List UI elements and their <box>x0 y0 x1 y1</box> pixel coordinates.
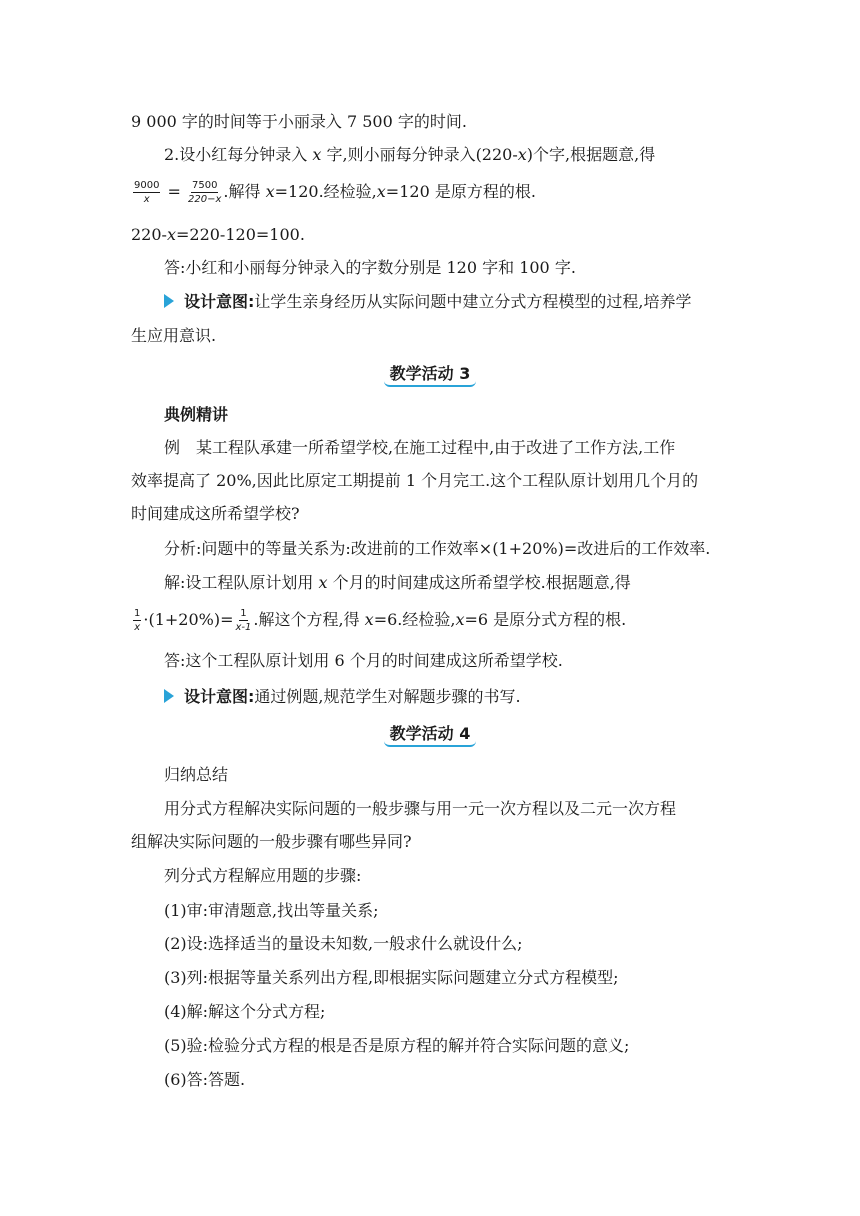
text-run: =120 是原方程的根. <box>385 182 536 201</box>
numerator: 1 <box>240 608 247 619</box>
step-item: (5)验:检验分式方程的根是否是原方程的解并符合实际问题的意义; <box>164 1036 630 1055</box>
text-line: 生应用意识. <box>131 326 217 345</box>
activity-title: 教学活动 4 <box>384 721 477 747</box>
variable: x <box>312 145 322 164</box>
step-item: (6)答:答题. <box>164 1070 246 1089</box>
design-intent-text: 让学生亲身经历从实际问题中建立分式方程模型的过程,培养学 <box>254 292 692 311</box>
text-line: 时间建成这所希望学校? <box>131 504 300 523</box>
denominator: x-1 <box>235 622 252 633</box>
step-item: (4)解:解这个分式方程; <box>164 1002 326 1021</box>
text-line: 分析:问题中的等量关系为:改进前的工作效率×(1+20%)=改进后的工作效率. <box>164 539 711 558</box>
design-intent-label: 设计意图: <box>184 292 255 311</box>
variable: x <box>376 182 386 201</box>
numerator: 9000 <box>134 180 160 191</box>
text-line: 答:这个工程队原计划用 6 个月的时间建成这所希望学校. <box>164 651 563 670</box>
text-run: =6.经检验, <box>373 610 456 629</box>
text-line: 用分式方程解决实际问题的一般步骤与用一元一次方程以及二元一次方程 <box>164 799 677 818</box>
text-run: 解:设工程队原计划用 <box>164 573 319 592</box>
fraction <box>188 180 221 205</box>
fraction <box>133 608 141 633</box>
text-run: 字,则小丽每分钟录入(220- <box>321 145 518 164</box>
text-line: 答:小红和小丽每分钟录入的字数分别是 120 字和 100 字. <box>164 258 576 277</box>
triangle-right-icon <box>164 689 174 703</box>
design-intent <box>164 686 521 708</box>
text-line: 效率提高了 20%,因此比原定工期提前 1 个月完工.这个工程队原计划用几个月的 <box>131 471 699 490</box>
denominator: 220−x <box>188 194 222 205</box>
text-line: 9 000 字的时间等于小丽录入 7 500 字的时间. <box>131 112 467 131</box>
design-intent-text: 通过例题,规范学生对解题步骤的书写. <box>254 687 521 706</box>
activity-heading <box>0 721 860 747</box>
variable: x <box>455 610 465 629</box>
variable: x <box>364 610 374 629</box>
text-run: )个字,根据题意,得 <box>526 145 656 164</box>
text-run: 2.设小红每分钟录入 <box>164 145 313 164</box>
variable: x <box>318 573 328 592</box>
text-run: 220- <box>131 225 167 244</box>
text-run: .解得 <box>223 182 266 201</box>
text-run: 个月的时间建成这所希望学校.根据题意,得 <box>327 573 631 592</box>
equals-sign: = <box>162 182 187 201</box>
text-line: 组解决实际问题的一般步骤有哪些异同? <box>131 832 412 851</box>
numerator: 7500 <box>192 180 218 191</box>
design-intent <box>164 291 692 313</box>
text-line: 列分式方程解应用题的步骤: <box>164 866 362 885</box>
section-heading: 典例精讲 <box>164 405 229 424</box>
text-line: 例 某工程队承建一所希望学校,在施工过程中,由于改进了工作方法,工作 <box>164 438 676 457</box>
variable: x <box>265 182 275 201</box>
step-item: (1)审:审清题意,找出等量关系; <box>164 901 379 920</box>
equation-line <box>131 180 536 205</box>
text-run: =6 是原分式方程的根. <box>464 610 627 629</box>
section-heading: 归纳总结 <box>164 765 229 784</box>
text-run: =220-120=100. <box>175 225 305 244</box>
step-item: (2)设:选择适当的量设未知数,一般求什么就设什么; <box>164 934 523 953</box>
denominator: x <box>134 622 141 633</box>
fraction <box>133 180 160 205</box>
activity-heading <box>0 361 860 387</box>
variable: x <box>517 145 527 164</box>
text-line <box>164 572 631 594</box>
activity-title: 教学活动 3 <box>384 361 477 387</box>
fraction <box>236 608 252 633</box>
triangle-right-icon <box>164 294 174 308</box>
text-line <box>131 224 305 246</box>
denominator: x <box>143 194 150 205</box>
text-run: ·(1+20%)= <box>143 610 234 629</box>
variable: x <box>166 225 176 244</box>
text-line <box>164 144 655 166</box>
text-run: .解这个方程,得 <box>253 610 365 629</box>
equation-line <box>131 608 626 633</box>
text-run: =120.经检验, <box>274 182 377 201</box>
design-intent-label: 设计意图: <box>184 687 255 706</box>
numerator: 1 <box>134 608 141 619</box>
step-item: (3)列:根据等量关系列出方程,即根据实际问题建立分式方程模型; <box>164 968 619 987</box>
